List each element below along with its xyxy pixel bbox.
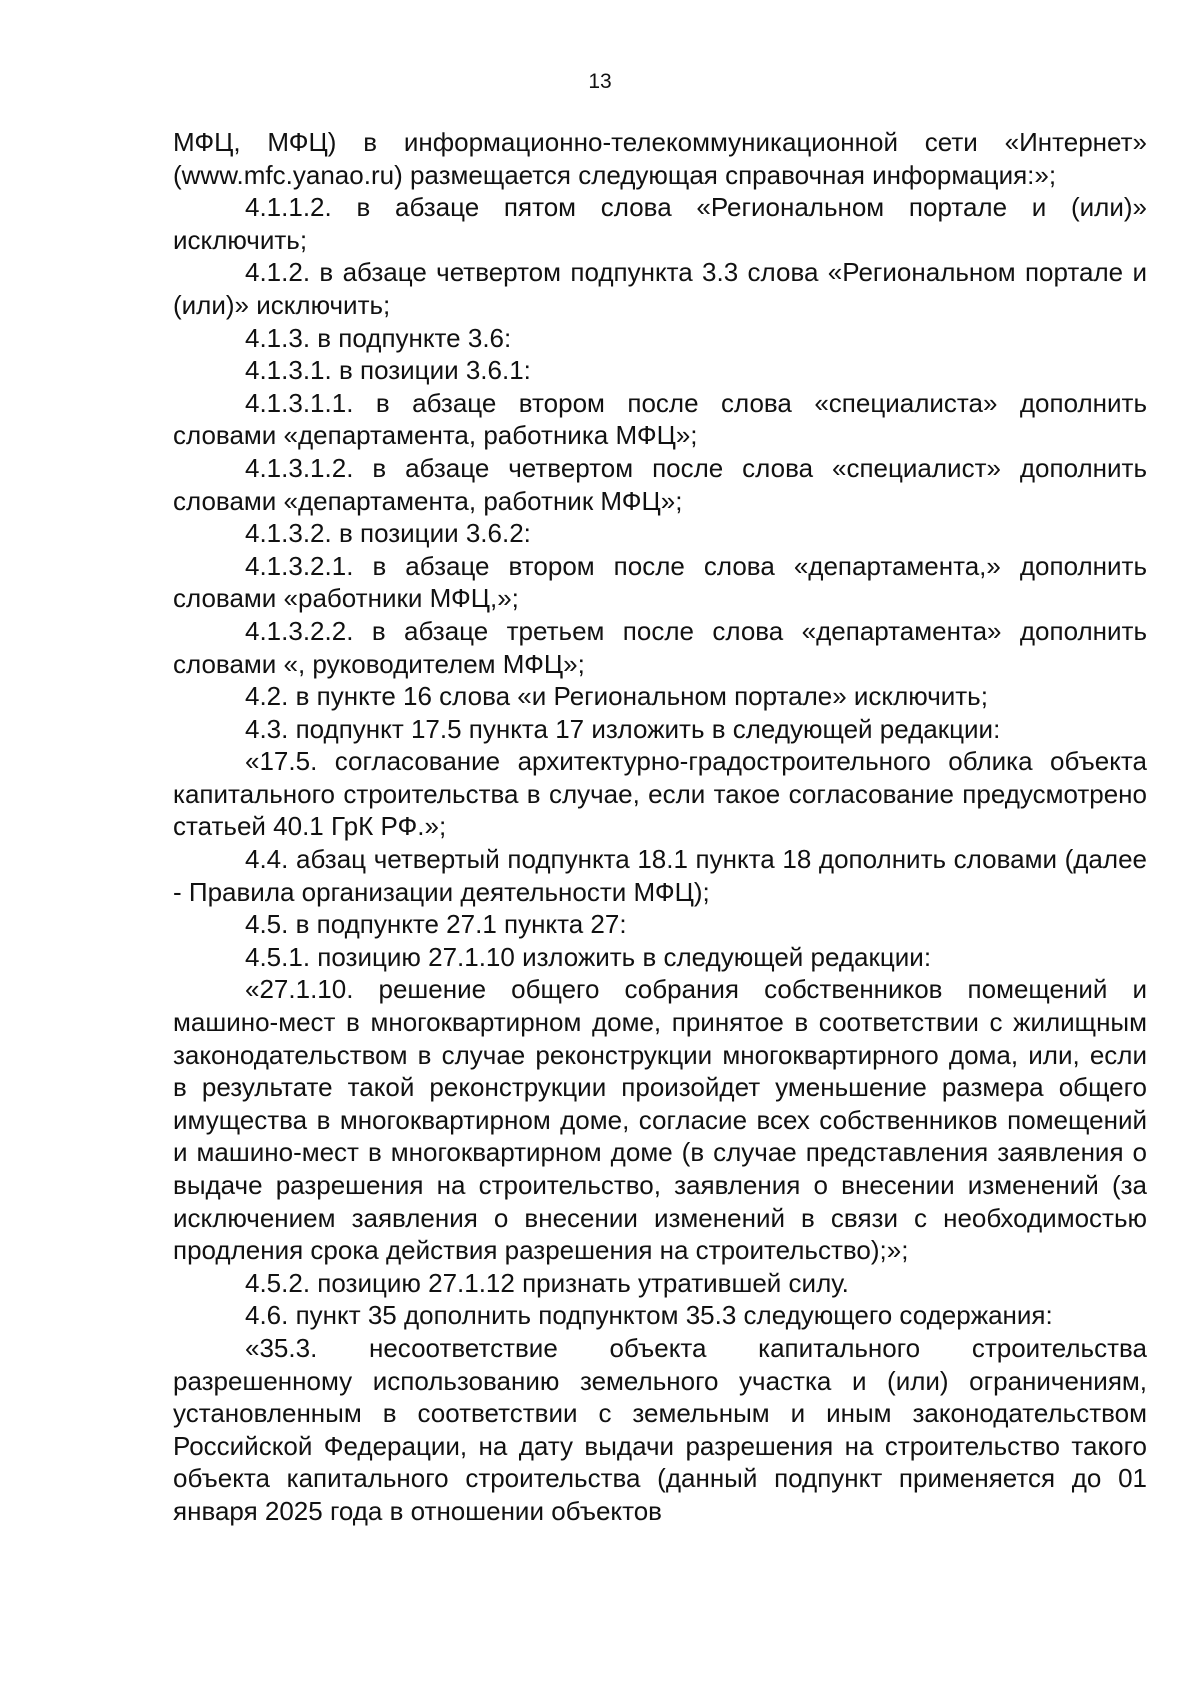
paragraph-4-1-3-1-1: 4.1.3.1.1. в абзаце втором после слова «специалиста» дополнить словами «департамента, работника МФЦ»; [173,387,1147,451]
paragraph-quote-35-3: «35.3. несоответствие объекта капитального строительства разрешенному использованию земельного участка и (или) ограничениям, установленным в соответствии с земельным и иным законодательством Российской Федерации, на дату выдачи разрешения на строительство такого объекта капитального строительства (данный подпункт применяется до 01 января 2025 года в отношении объектов [173,1332,1147,1526]
page-number: 13 [588,70,612,93]
document-body [173,126,1147,1528]
paragraph-quote-27-1-10: «27.1.10. решение общего собрания собственников помещений и машино-мест в многоквартирном доме, принятое в соответствии с жилищным законодательством в случае реконструкции многоквартирного дома, или, если в результате такой реконструкции произойдет уменьшение размера общего имущества в многоквартирном доме, согласие всех собственников помещений и машино-мест в многоквартирном доме (в случае представления заявления о выдаче разрешения на строительство, заявления о внесении изменений (за исключением заявления о внесении изменений в связи с необходимостью продления срока действия разрешения на строительство);»; [173,974,1147,1266]
paragraph-4-3: 4.3. подпункт 17.5 пункта 17 изложить в следующей редакции: [245,713,1001,744]
paragraph-4-5: 4.5. в подпункте 27.1 пункта 27: [245,909,627,940]
paragraph-4-1-3-1: 4.1.3.1. в позиции 3.6.1: [245,355,531,386]
paragraph-4-1-2: 4.1.2. в абзаце четвертом подпункта 3.3 слова «Региональном портале и (или)» исключить; [173,257,1147,320]
paragraph-4-1-1-2: 4.1.1.2. в абзаце пятом слова «Региональном портале и (или)» исключить; [173,192,1147,255]
paragraph-4-4: 4.4. абзац четвертый подпункта 18.1 пункта 18 дополнить словами (далее - Правила организации деятельности МФЦ); [173,844,1147,907]
paragraph-4-1-3-2: 4.1.3.2. в позиции 3.6.2: [245,518,531,549]
paragraph-4-6: 4.6. пункт 35 дополнить подпунктом 35.3 следующего содержания: [245,1300,1053,1331]
paragraph-4-1-3-1-2: 4.1.3.1.2. в абзаце четвертом после слова «специалист» дополнить словами «департамента, работник МФЦ»; [173,452,1147,516]
paragraph-4-1-3-2-1: 4.1.3.2.1. в абзаце втором после слова «департамента,» дополнить словами «работники МФЦ,»; [173,550,1147,614]
paragraph-4-1-3-2-2: 4.1.3.2.2. в абзаце третьем после слова «департамента» дополнить словами «, руководителем МФЦ»; [173,615,1147,679]
paragraph-quote-17-5: «17.5. согласование архитектурно-градостроительного облика объекта капитального строительства в случае, если такое согласование предусмотрено статьей 40.1 ГрК РФ.»; [173,746,1147,842]
paragraph-4-2: 4.2. в пункте 16 слова «и Региональном портале» исключить; [245,681,988,712]
paragraph-4-1-3: 4.1.3. в подпункте 3.6: [245,322,512,353]
paragraph-4-5-2: 4.5.2. позицию 27.1.12 признать утратившей силу. [245,1267,849,1298]
paragraph-continuation: МФЦ, МФЦ) в информационно-телекоммуникационной сети «Интернет» (www.mfc.yanao.ru) размещается следующая справочная информация:»; [173,127,1147,190]
paragraph-4-5-1: 4.5.1. позицию 27.1.10 изложить в следующей редакции: [245,941,932,972]
